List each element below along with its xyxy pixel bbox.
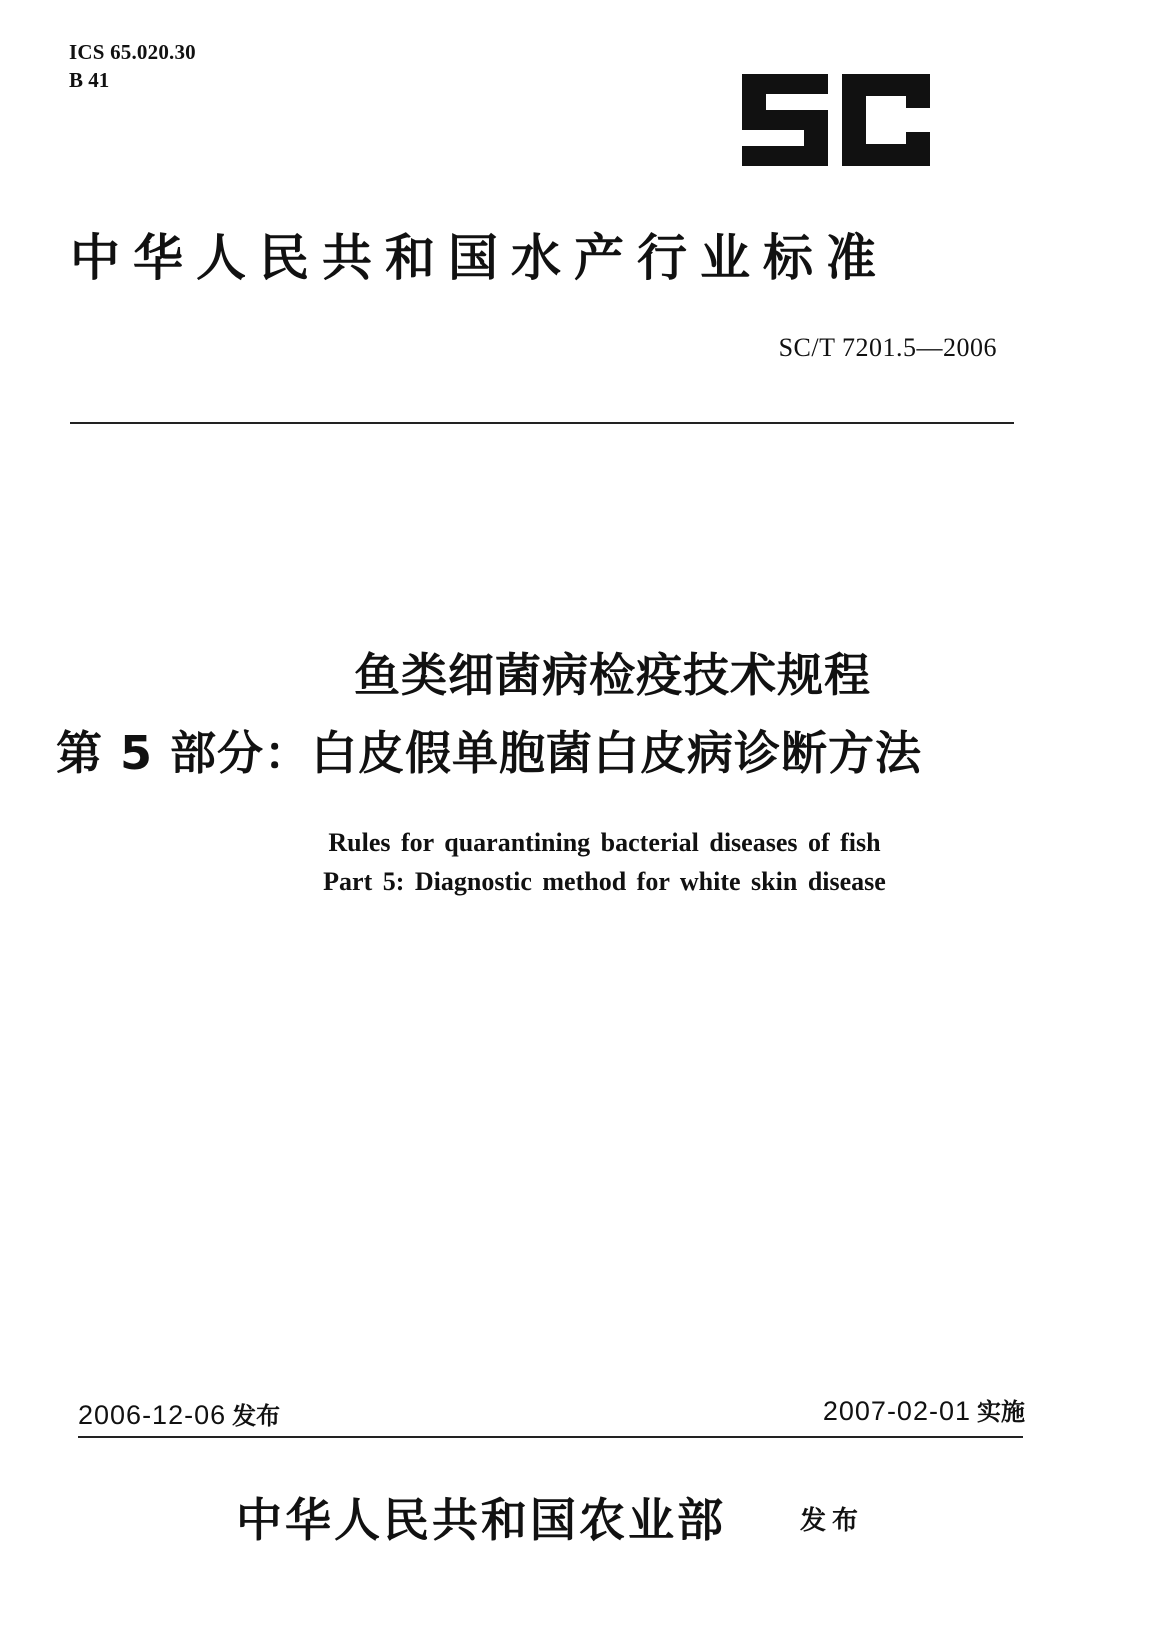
bottom-divider <box>78 1436 1023 1438</box>
top-divider <box>70 422 1014 424</box>
title-cn-part: 第 5 部分：白皮假单胞菌白皮病诊断方法 <box>56 726 923 780</box>
title-en-main: Rules for quarantining bacterial diseases of fish <box>328 828 881 857</box>
implement-label: 实施 <box>977 1398 1025 1426</box>
standard-number: SC/T 7201.5—2006 <box>778 333 997 362</box>
implement-date-line <box>823 1394 1025 1429</box>
standard-category-heading: 中华人民共和国水产行业标准 <box>70 229 889 287</box>
issue-date-line <box>78 1398 280 1433</box>
publisher-name: 中华人民共和国农业部 <box>236 1493 726 1547</box>
title-en-part: Part 5: Diagnostic method for white skin disease <box>323 867 886 896</box>
ics-code: ICS 65.020.30 <box>69 40 196 64</box>
implement-date: 2007-02-01 <box>822 1396 971 1426</box>
title-cn-main: 鱼类细菌病检疫技术规程 <box>354 648 871 702</box>
ccs-code: B 41 <box>69 68 110 92</box>
issue-label: 发布 <box>232 1402 281 1430</box>
publisher-suffix: 发布 <box>800 1506 865 1536</box>
sc-logo <box>742 74 930 166</box>
issue-date: 2006-12-06 <box>78 1400 227 1430</box>
